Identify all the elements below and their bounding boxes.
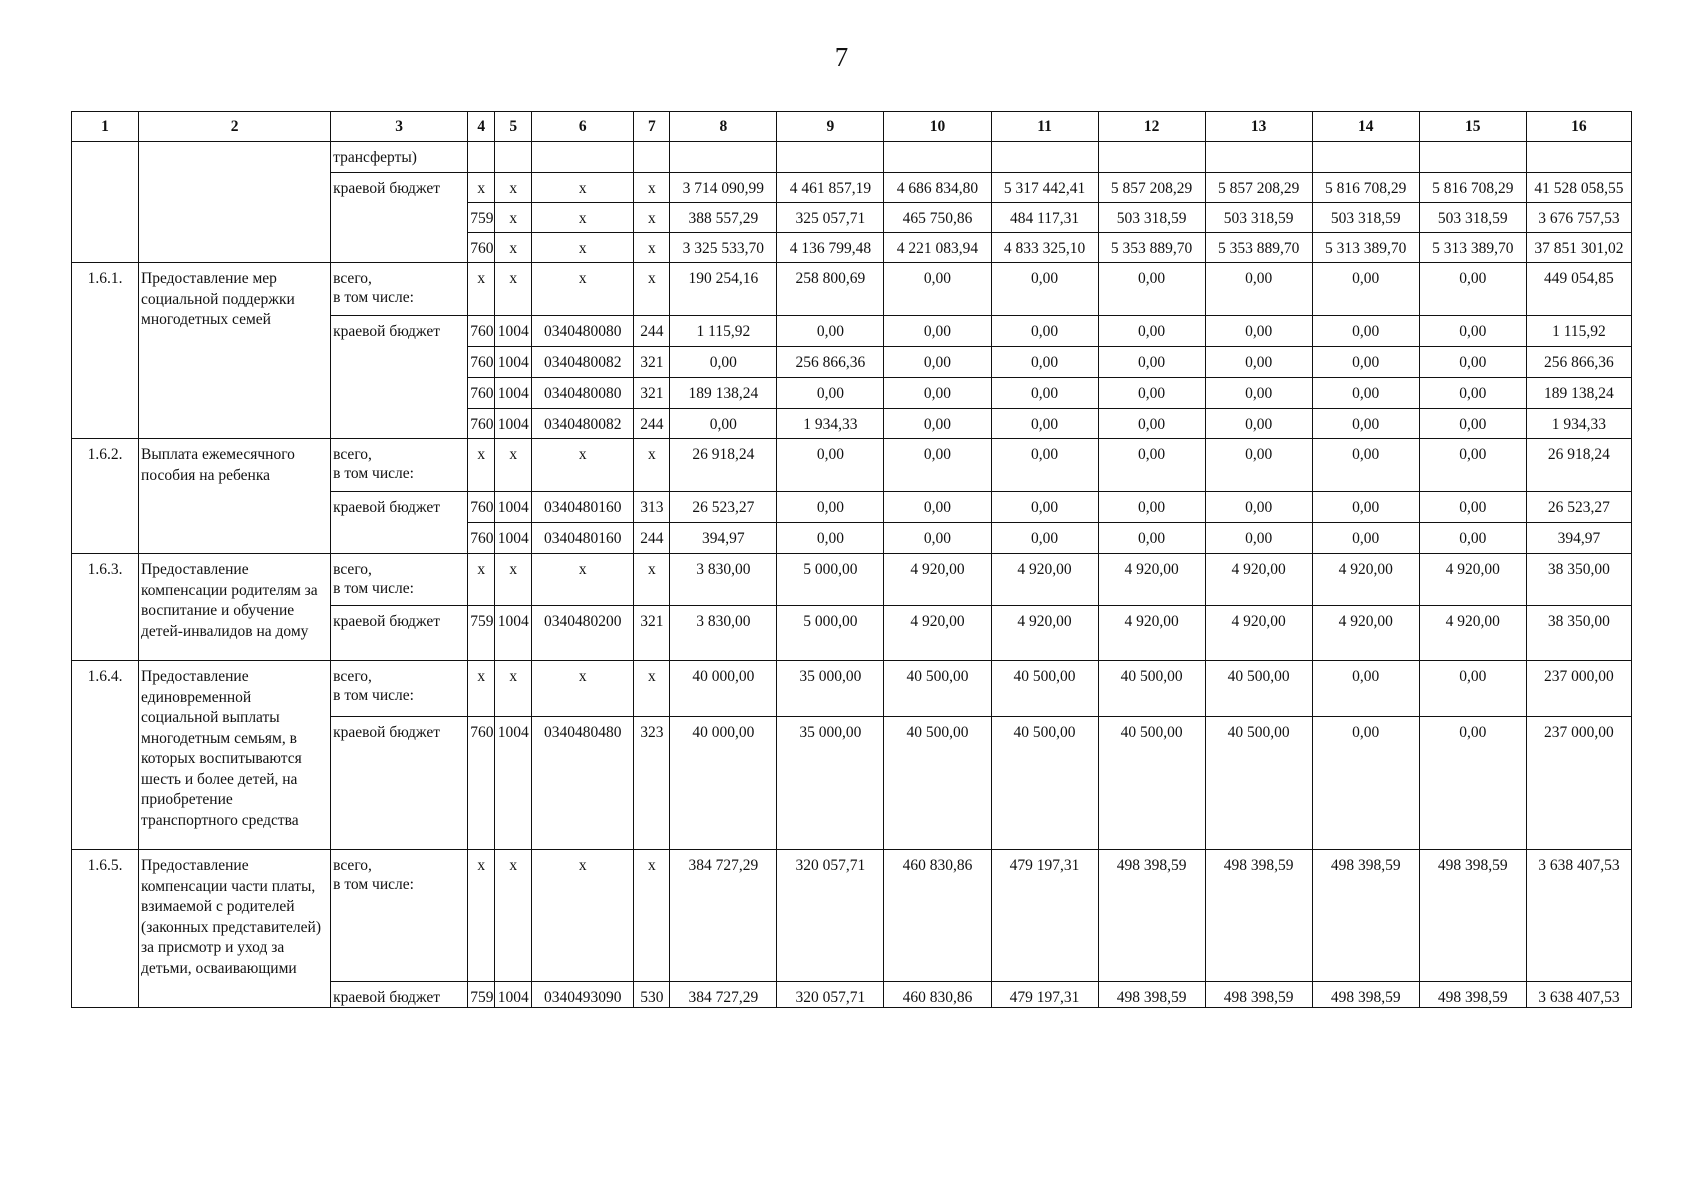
amount-cell: 503 318,59 xyxy=(1205,203,1312,233)
target-article-code: х xyxy=(532,554,634,606)
target-article-code: 0340480082 xyxy=(532,347,634,378)
amount-cell: 5 313 389,70 xyxy=(1312,233,1419,263)
expense-type-code: х xyxy=(634,439,670,492)
amount-cell: 0,00 xyxy=(1312,492,1419,523)
activity-code: 1.6.4. xyxy=(72,661,139,850)
amount-cell: 498 398,59 xyxy=(1098,850,1205,982)
amount-cell: 4 920,00 xyxy=(1205,606,1312,661)
amount-cell: 0,00 xyxy=(1312,316,1419,347)
column-number: 9 xyxy=(777,112,884,142)
amount-cell: 0,00 xyxy=(1098,347,1205,378)
amount-cell: 0,00 xyxy=(1419,661,1526,717)
table-row xyxy=(72,439,1632,492)
activity-name: Выплата ежемесячного пособия на ребенка xyxy=(139,439,331,554)
row-code-empty xyxy=(72,142,139,263)
budget-code-admin: 760 xyxy=(468,409,495,439)
funding-source: краевой бюджет xyxy=(331,492,468,554)
funding-source: краевой бюджет xyxy=(331,173,468,263)
budget-code-admin: 760 xyxy=(468,717,495,850)
empty-cell xyxy=(991,142,1098,173)
expense-type-code: х xyxy=(634,203,670,233)
amount-cell: 189 138,24 xyxy=(670,378,777,409)
section-code: 1004 xyxy=(495,409,532,439)
amount-cell: 5 000,00 xyxy=(777,554,884,606)
amount-cell: 0,00 xyxy=(884,492,991,523)
amount-cell: 38 350,00 xyxy=(1526,606,1631,661)
total-label: всего, в том числе: xyxy=(331,850,468,982)
amount-cell: 3 714 090,99 xyxy=(670,173,777,203)
amount-cell: 4 920,00 xyxy=(991,606,1098,661)
amount-cell: 41 528 058,55 xyxy=(1526,173,1631,203)
amount-cell: 4 920,00 xyxy=(884,554,991,606)
amount-cell: 0,00 xyxy=(1312,439,1419,492)
amount-cell: 3 638 407,53 xyxy=(1526,850,1631,982)
column-number: 5 xyxy=(495,112,532,142)
empty-cell xyxy=(468,142,495,173)
page-number: 7 xyxy=(834,42,849,72)
activity-code: 1.6.3. xyxy=(72,554,139,661)
budget-code-admin: х xyxy=(468,173,495,203)
target-article-code: 0340493090 xyxy=(532,982,634,1008)
table-row xyxy=(72,263,1632,316)
empty-cell xyxy=(1312,142,1419,173)
amount-cell: 0,00 xyxy=(1098,523,1205,554)
expense-type-code: 321 xyxy=(634,347,670,378)
section-code: х xyxy=(495,850,532,982)
activity-name: Предоставление единовременной социальной выплаты многодетным семьям, в которых воспитываются шесть и более детей, на приобретение транспортного средства xyxy=(139,661,331,850)
amount-cell: 0,00 xyxy=(777,439,884,492)
amount-cell: 4 920,00 xyxy=(1312,554,1419,606)
budget-code-admin: х xyxy=(468,263,495,316)
expense-type-code: х xyxy=(634,173,670,203)
budget-code-admin: 760 xyxy=(468,492,495,523)
amount-cell: 0,00 xyxy=(1205,316,1312,347)
column-number: 16 xyxy=(1526,112,1631,142)
amount-cell: 1 115,92 xyxy=(670,316,777,347)
amount-cell: 498 398,59 xyxy=(1312,850,1419,982)
amount-cell: 0,00 xyxy=(1312,347,1419,378)
column-number: 1 xyxy=(72,112,139,142)
amount-cell: 4 833 325,10 xyxy=(991,233,1098,263)
amount-cell: 4 920,00 xyxy=(1419,606,1526,661)
column-number: 15 xyxy=(1419,112,1526,142)
amount-cell: 0,00 xyxy=(991,263,1098,316)
empty-cell xyxy=(634,142,670,173)
amount-cell: 40 500,00 xyxy=(1098,661,1205,717)
amount-cell: 35 000,00 xyxy=(777,661,884,717)
column-number: 2 xyxy=(139,112,331,142)
amount-cell: 498 398,59 xyxy=(1419,982,1526,1008)
amount-cell: 0,00 xyxy=(884,523,991,554)
amount-cell: 498 398,59 xyxy=(1205,850,1312,982)
target-article-code: х xyxy=(532,203,634,233)
budget-code-admin: 760 xyxy=(468,233,495,263)
amount-cell: 0,00 xyxy=(1312,378,1419,409)
amount-cell: 0,00 xyxy=(670,409,777,439)
amount-cell: 0,00 xyxy=(1205,439,1312,492)
target-article-code: 0340480480 xyxy=(532,717,634,850)
empty-cell xyxy=(495,142,532,173)
amount-cell: 40 500,00 xyxy=(991,717,1098,850)
section-code: 1004 xyxy=(495,316,532,347)
section-code: 1004 xyxy=(495,492,532,523)
amount-cell: 3 325 533,70 xyxy=(670,233,777,263)
amount-cell: 0,00 xyxy=(1098,409,1205,439)
total-label: всего, в том числе: xyxy=(331,439,468,492)
amount-cell: 5 857 208,29 xyxy=(1205,173,1312,203)
amount-cell: 384 727,29 xyxy=(670,850,777,982)
amount-cell: 0,00 xyxy=(884,409,991,439)
amount-cell: 0,00 xyxy=(991,316,1098,347)
total-label: всего, в том числе: xyxy=(331,263,468,316)
column-number: 7 xyxy=(634,112,670,142)
amount-cell: 0,00 xyxy=(1205,409,1312,439)
empty-cell xyxy=(532,142,634,173)
empty-cell xyxy=(777,142,884,173)
target-article-code: 0340480080 xyxy=(532,378,634,409)
target-article-code: х xyxy=(532,233,634,263)
target-article-code: 0340480082 xyxy=(532,409,634,439)
amount-cell: 325 057,71 xyxy=(777,203,884,233)
amount-cell: 40 500,00 xyxy=(991,661,1098,717)
section-code: х xyxy=(495,173,532,203)
empty-cell xyxy=(1098,142,1205,173)
expense-type-code: 244 xyxy=(634,409,670,439)
amount-cell: 0,00 xyxy=(991,409,1098,439)
amount-cell: 0,00 xyxy=(1098,492,1205,523)
empty-cell xyxy=(670,142,777,173)
table-row xyxy=(72,661,1632,717)
amount-cell: 0,00 xyxy=(1205,523,1312,554)
amount-cell: 40 000,00 xyxy=(670,661,777,717)
amount-cell: 394,97 xyxy=(670,523,777,554)
amount-cell: 256 866,36 xyxy=(1526,347,1631,378)
section-code: 1004 xyxy=(495,378,532,409)
column-number: 8 xyxy=(670,112,777,142)
amount-cell: 1 115,92 xyxy=(1526,316,1631,347)
amount-cell: 449 054,85 xyxy=(1526,263,1631,316)
amount-cell: 498 398,59 xyxy=(1205,982,1312,1008)
amount-cell: 394,97 xyxy=(1526,523,1631,554)
amount-cell: 460 830,86 xyxy=(884,982,991,1008)
amount-cell: 320 057,71 xyxy=(777,850,884,982)
amount-cell: 4 920,00 xyxy=(1419,554,1526,606)
amount-cell: 0,00 xyxy=(991,347,1098,378)
target-article-code: 0340480160 xyxy=(532,523,634,554)
section-code: х xyxy=(495,233,532,263)
amount-cell: 0,00 xyxy=(1205,347,1312,378)
amount-cell: 5 816 708,29 xyxy=(1419,173,1526,203)
amount-cell: 40 500,00 xyxy=(884,661,991,717)
section-code: 1004 xyxy=(495,523,532,554)
amount-cell: 479 197,31 xyxy=(991,850,1098,982)
section-code: 1004 xyxy=(495,606,532,661)
budget-code-admin: 759 xyxy=(468,606,495,661)
amount-cell: 0,00 xyxy=(1098,439,1205,492)
table-row xyxy=(72,142,1632,173)
amount-cell: 0,00 xyxy=(777,378,884,409)
target-article-code: 0340480200 xyxy=(532,606,634,661)
amount-cell: 0,00 xyxy=(1312,661,1419,717)
amount-cell: 388 557,29 xyxy=(670,203,777,233)
amount-cell: 0,00 xyxy=(1419,263,1526,316)
amount-cell: 0,00 xyxy=(1419,409,1526,439)
amount-cell: 0,00 xyxy=(1419,347,1526,378)
target-article-code: х xyxy=(532,661,634,717)
amount-cell: 0,00 xyxy=(991,492,1098,523)
amount-cell: 3 830,00 xyxy=(670,606,777,661)
amount-cell: 4 920,00 xyxy=(1205,554,1312,606)
expense-type-code: 323 xyxy=(634,717,670,850)
amount-cell: 40 500,00 xyxy=(1205,661,1312,717)
amount-cell: 0,00 xyxy=(884,378,991,409)
empty-cell xyxy=(1419,142,1526,173)
budget-code-admin: 759 xyxy=(468,203,495,233)
column-number: 4 xyxy=(468,112,495,142)
expense-type-code: х xyxy=(634,850,670,982)
amount-cell: 503 318,59 xyxy=(1312,203,1419,233)
funding-source: краевой бюджет xyxy=(331,316,468,439)
expense-type-code: х xyxy=(634,263,670,316)
expense-type-code: 313 xyxy=(634,492,670,523)
empty-cell xyxy=(1526,142,1631,173)
amount-cell: 503 318,59 xyxy=(1098,203,1205,233)
table-row xyxy=(72,850,1632,982)
amount-cell: 0,00 xyxy=(884,316,991,347)
funding-source: краевой бюджет xyxy=(331,606,468,661)
section-code: х xyxy=(495,439,532,492)
amount-cell: 26 523,27 xyxy=(1526,492,1631,523)
amount-cell: 5 317 442,41 xyxy=(991,173,1098,203)
target-article-code: х xyxy=(532,263,634,316)
amount-cell: 0,00 xyxy=(1312,523,1419,554)
column-number-row xyxy=(72,112,1632,142)
amount-cell: 4 920,00 xyxy=(1098,606,1205,661)
amount-cell: 4 920,00 xyxy=(1312,606,1419,661)
amount-cell: 38 350,00 xyxy=(1526,554,1631,606)
budget-table xyxy=(71,111,1632,1008)
amount-cell: 26 523,27 xyxy=(670,492,777,523)
column-number: 6 xyxy=(532,112,634,142)
amount-cell: 1 934,33 xyxy=(1526,409,1631,439)
amount-cell: 0,00 xyxy=(1205,263,1312,316)
amount-cell: 26 918,24 xyxy=(670,439,777,492)
amount-cell: 5 353 889,70 xyxy=(1098,233,1205,263)
amount-cell: 4 920,00 xyxy=(991,554,1098,606)
activity-code: 1.6.5. xyxy=(72,850,139,1008)
expense-type-code: 530 xyxy=(634,982,670,1008)
amount-cell: 40 000,00 xyxy=(670,717,777,850)
section-code: 1004 xyxy=(495,347,532,378)
amount-cell: 484 117,31 xyxy=(991,203,1098,233)
expense-type-code: х xyxy=(634,233,670,263)
budget-code-admin: 760 xyxy=(468,523,495,554)
amount-cell: 0,00 xyxy=(777,316,884,347)
amount-cell: 0,00 xyxy=(1098,316,1205,347)
amount-cell: 0,00 xyxy=(1098,378,1205,409)
amount-cell: 0,00 xyxy=(1419,378,1526,409)
activity-name: Предоставление мер социальной поддержки многодетных семей xyxy=(139,263,331,439)
amount-cell: 5 353 889,70 xyxy=(1205,233,1312,263)
section-code: х xyxy=(495,554,532,606)
expense-type-code: 321 xyxy=(634,606,670,661)
amount-cell: 4 136 799,48 xyxy=(777,233,884,263)
funding-source: краевой бюджет xyxy=(331,982,468,1008)
amount-cell: 4 461 857,19 xyxy=(777,173,884,203)
section-code: х xyxy=(495,203,532,233)
budget-code-admin: х xyxy=(468,439,495,492)
amount-cell: 0,00 xyxy=(777,523,884,554)
funding-source: краевой бюджет xyxy=(331,717,468,850)
amount-cell: 40 500,00 xyxy=(1098,717,1205,850)
amount-cell: 237 000,00 xyxy=(1526,661,1631,717)
row-name-empty xyxy=(139,142,331,263)
amount-cell: 0,00 xyxy=(1419,316,1526,347)
budget-code-admin: 760 xyxy=(468,378,495,409)
activity-code: 1.6.1. xyxy=(72,263,139,439)
section-code: 1004 xyxy=(495,982,532,1008)
amount-cell: 320 057,71 xyxy=(777,982,884,1008)
column-number: 14 xyxy=(1312,112,1419,142)
amount-cell: 0,00 xyxy=(777,492,884,523)
column-number: 11 xyxy=(991,112,1098,142)
amount-cell: 0,00 xyxy=(1312,717,1419,850)
amount-cell: 0,00 xyxy=(1098,263,1205,316)
section-code: х xyxy=(495,661,532,717)
activity-name: Предоставление компенсации части платы, взимаемой с родителей (законных представителей) за присмотр и уход за детьми, осваивающими xyxy=(139,850,331,1008)
budget-code-admin: 760 xyxy=(468,316,495,347)
amount-cell: 460 830,86 xyxy=(884,850,991,982)
section-code: х xyxy=(495,263,532,316)
amount-cell: 4 920,00 xyxy=(1098,554,1205,606)
empty-cell xyxy=(884,142,991,173)
amount-cell: 4 920,00 xyxy=(884,606,991,661)
section-code: 1004 xyxy=(495,717,532,850)
expense-type-code: 244 xyxy=(634,523,670,554)
amount-cell: 5 313 389,70 xyxy=(1419,233,1526,263)
expense-type-code: х xyxy=(634,554,670,606)
amount-cell: 0,00 xyxy=(1419,492,1526,523)
activity-name: Предоставление компенсации родителям за воспитание и обучение детей-инвалидов на дому xyxy=(139,554,331,661)
amount-cell: 479 197,31 xyxy=(991,982,1098,1008)
amount-cell: 0,00 xyxy=(884,347,991,378)
amount-cell: 0,00 xyxy=(1205,378,1312,409)
amount-cell: 5 816 708,29 xyxy=(1312,173,1419,203)
target-article-code: 0340480160 xyxy=(532,492,634,523)
column-number: 12 xyxy=(1098,112,1205,142)
empty-cell xyxy=(1205,142,1312,173)
amount-cell: 503 318,59 xyxy=(1419,203,1526,233)
amount-cell: 3 638 407,53 xyxy=(1526,982,1631,1008)
amount-cell: 5 857 208,29 xyxy=(1098,173,1205,203)
expense-type-code: х xyxy=(634,661,670,717)
amount-cell: 40 500,00 xyxy=(1205,717,1312,850)
amount-cell: 26 918,24 xyxy=(1526,439,1631,492)
amount-cell: 0,00 xyxy=(991,378,1098,409)
amount-cell: 0,00 xyxy=(884,439,991,492)
target-article-code: х xyxy=(532,173,634,203)
total-label: всего, в том числе: xyxy=(331,661,468,717)
amount-cell: 258 800,69 xyxy=(777,263,884,316)
amount-cell: 0,00 xyxy=(1419,717,1526,850)
amount-cell: 0,00 xyxy=(1312,263,1419,316)
amount-cell: 1 934,33 xyxy=(777,409,884,439)
amount-cell: 3 676 757,53 xyxy=(1526,203,1631,233)
column-number: 13 xyxy=(1205,112,1312,142)
amount-cell: 4 221 083,94 xyxy=(884,233,991,263)
expense-type-code: 321 xyxy=(634,378,670,409)
amount-cell: 40 500,00 xyxy=(884,717,991,850)
amount-cell: 384 727,29 xyxy=(670,982,777,1008)
amount-cell: 0,00 xyxy=(1205,492,1312,523)
amount-cell: 3 830,00 xyxy=(670,554,777,606)
amount-cell: 190 254,16 xyxy=(670,263,777,316)
amount-cell: 237 000,00 xyxy=(1526,717,1631,850)
budget-code-admin: х xyxy=(468,554,495,606)
column-number: 3 xyxy=(331,112,468,142)
budget-code-admin: 760 xyxy=(468,347,495,378)
amount-cell: 189 138,24 xyxy=(1526,378,1631,409)
table-row xyxy=(72,554,1632,606)
total-label: всего, в том числе: xyxy=(331,554,468,606)
budget-code-admin: х xyxy=(468,850,495,982)
amount-cell: 4 686 834,80 xyxy=(884,173,991,203)
amount-cell: 0,00 xyxy=(670,347,777,378)
activity-code: 1.6.2. xyxy=(72,439,139,554)
amount-cell: 498 398,59 xyxy=(1098,982,1205,1008)
amount-cell: 0,00 xyxy=(991,439,1098,492)
amount-cell: 0,00 xyxy=(1312,409,1419,439)
target-article-code: 0340480080 xyxy=(532,316,634,347)
budget-code-admin: 759 xyxy=(468,982,495,1008)
amount-cell: 5 000,00 xyxy=(777,606,884,661)
target-article-code: х xyxy=(532,850,634,982)
amount-cell: 465 750,86 xyxy=(884,203,991,233)
amount-cell: 37 851 301,02 xyxy=(1526,233,1631,263)
amount-cell: 0,00 xyxy=(1419,523,1526,554)
amount-cell: 0,00 xyxy=(991,523,1098,554)
source-label: трансферты) xyxy=(331,142,468,173)
amount-cell: 498 398,59 xyxy=(1312,982,1419,1008)
amount-cell: 498 398,59 xyxy=(1419,850,1526,982)
budget-code-admin: х xyxy=(468,661,495,717)
amount-cell: 0,00 xyxy=(1419,439,1526,492)
column-number: 10 xyxy=(884,112,991,142)
expense-type-code: 244 xyxy=(634,316,670,347)
amount-cell: 256 866,36 xyxy=(777,347,884,378)
amount-cell: 35 000,00 xyxy=(777,717,884,850)
target-article-code: х xyxy=(532,439,634,492)
amount-cell: 0,00 xyxy=(884,263,991,316)
